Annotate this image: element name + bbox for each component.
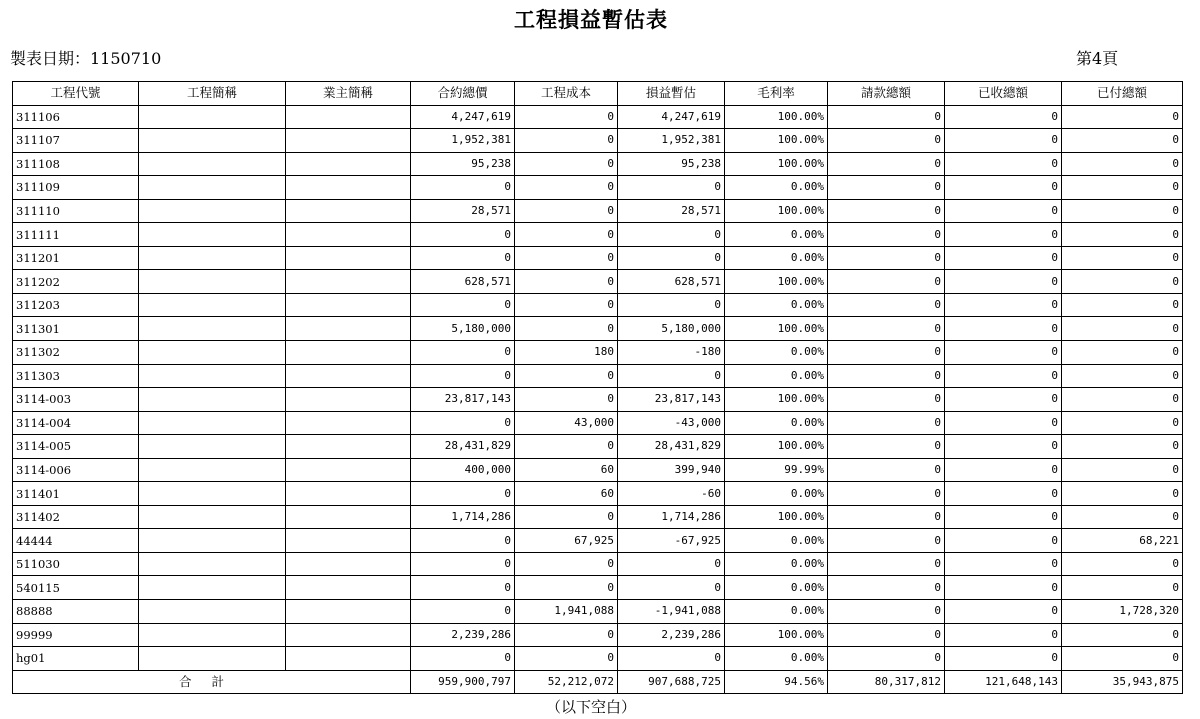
project-code-cell: 44444 bbox=[13, 529, 139, 553]
total-row bbox=[13, 670, 1183, 694]
contract-total-cell: 0 bbox=[411, 223, 515, 247]
owner-name-cell bbox=[286, 505, 411, 529]
paid-total-cell: 0 bbox=[1062, 293, 1183, 317]
project-name-cell bbox=[139, 105, 286, 129]
table-row bbox=[13, 270, 1183, 294]
project-code-cell: 3114-005 bbox=[13, 435, 139, 459]
gross-margin-cell: 100.00% bbox=[725, 388, 828, 412]
table-row bbox=[13, 623, 1183, 647]
project-name-cell bbox=[139, 341, 286, 365]
received-total-cell: 0 bbox=[945, 364, 1062, 388]
received-total-cell: 0 bbox=[945, 411, 1062, 435]
end-of-report-note: （以下空白） bbox=[545, 698, 636, 716]
owner-name-cell bbox=[286, 623, 411, 647]
billed-total-cell: 0 bbox=[828, 199, 945, 223]
project-name-cell bbox=[139, 623, 286, 647]
contract-total-cell: 0 bbox=[411, 552, 515, 576]
table-row bbox=[13, 576, 1183, 600]
billed-total-cell: 0 bbox=[828, 105, 945, 129]
owner-name-cell bbox=[286, 529, 411, 553]
owner-name-cell bbox=[286, 552, 411, 576]
report-date: 製表日期：1150710 bbox=[10, 49, 162, 68]
gross-margin-cell: 100.00% bbox=[725, 270, 828, 294]
billed-total-cell: 0 bbox=[828, 647, 945, 671]
owner-name-cell bbox=[286, 341, 411, 365]
received-total-cell: 0 bbox=[945, 246, 1062, 270]
report-title: 工程損益暫估表 bbox=[514, 7, 668, 32]
table-row bbox=[13, 199, 1183, 223]
table-row bbox=[13, 647, 1183, 671]
paid-total-cell: 0 bbox=[1062, 199, 1183, 223]
profit-estimate-cell: 28,571 bbox=[618, 199, 725, 223]
paid-total-cell: 0 bbox=[1062, 223, 1183, 247]
project-cost-cell: 0 bbox=[515, 293, 618, 317]
total-paid: 35,943,875 bbox=[1062, 670, 1183, 694]
billed-total-cell: 0 bbox=[828, 176, 945, 200]
gross-margin-cell: 0.00% bbox=[725, 176, 828, 200]
profit-estimate-cell: 0 bbox=[618, 293, 725, 317]
contract-total-cell: 0 bbox=[411, 176, 515, 200]
contract-total-cell: 0 bbox=[411, 482, 515, 506]
profit-estimate-cell: 28,431,829 bbox=[618, 435, 725, 459]
project-name-cell bbox=[139, 317, 286, 341]
table-header-row bbox=[13, 82, 1183, 106]
project-name-cell bbox=[139, 435, 286, 459]
project-name-cell bbox=[139, 458, 286, 482]
project-cost-cell: 67,925 bbox=[515, 529, 618, 553]
billed-total-cell: 0 bbox=[828, 411, 945, 435]
paid-total-cell: 0 bbox=[1062, 176, 1183, 200]
gross-margin-cell: 0.00% bbox=[725, 293, 828, 317]
paid-total-cell: 0 bbox=[1062, 482, 1183, 506]
table-row bbox=[13, 223, 1183, 247]
profit-estimate-cell: 0 bbox=[618, 364, 725, 388]
gross-margin-cell: 0.00% bbox=[725, 600, 828, 624]
project-code-cell: 99999 bbox=[13, 623, 139, 647]
project-cost-cell: 0 bbox=[515, 176, 618, 200]
owner-name-cell bbox=[286, 223, 411, 247]
received-total-cell: 0 bbox=[945, 435, 1062, 459]
project-cost-cell: 0 bbox=[515, 317, 618, 341]
header-project-cost: 工程成本 bbox=[515, 82, 618, 106]
header-profit-estimate: 損益暫估 bbox=[618, 82, 725, 106]
table-row bbox=[13, 388, 1183, 412]
paid-total-cell: 0 bbox=[1062, 411, 1183, 435]
contract-total-cell: 28,571 bbox=[411, 199, 515, 223]
contract-total-cell: 0 bbox=[411, 341, 515, 365]
gross-margin-cell: 100.00% bbox=[725, 317, 828, 341]
billed-total-cell: 0 bbox=[828, 458, 945, 482]
project-cost-cell: 0 bbox=[515, 388, 618, 412]
project-name-cell bbox=[139, 199, 286, 223]
profit-estimate-cell: 0 bbox=[618, 552, 725, 576]
project-cost-cell: 43,000 bbox=[515, 411, 618, 435]
table-row bbox=[13, 600, 1183, 624]
total-profit: 907,688,725 bbox=[618, 670, 725, 694]
project-code-cell: 311110 bbox=[13, 199, 139, 223]
received-total-cell: 0 bbox=[945, 129, 1062, 153]
paid-total-cell: 0 bbox=[1062, 341, 1183, 365]
contract-total-cell: 0 bbox=[411, 411, 515, 435]
gross-margin-cell: 0.00% bbox=[725, 482, 828, 506]
project-code-cell: 311202 bbox=[13, 270, 139, 294]
page-number: 第4頁 bbox=[1076, 49, 1119, 68]
project-name-cell bbox=[139, 364, 286, 388]
billed-total-cell: 0 bbox=[828, 223, 945, 247]
project-cost-cell: 1,941,088 bbox=[515, 600, 618, 624]
paid-total-cell: 0 bbox=[1062, 270, 1183, 294]
contract-total-cell: 1,714,286 bbox=[411, 505, 515, 529]
billed-total-cell: 0 bbox=[828, 435, 945, 459]
received-total-cell: 0 bbox=[945, 270, 1062, 294]
project-code-cell: 311107 bbox=[13, 129, 139, 153]
billed-total-cell: 0 bbox=[828, 364, 945, 388]
billed-total-cell: 0 bbox=[828, 317, 945, 341]
received-total-cell: 0 bbox=[945, 199, 1062, 223]
gross-margin-cell: 100.00% bbox=[725, 505, 828, 529]
project-code-cell: 311402 bbox=[13, 505, 139, 529]
project-name-cell bbox=[139, 576, 286, 600]
contract-total-cell: 4,247,619 bbox=[411, 105, 515, 129]
project-name-cell bbox=[139, 411, 286, 435]
profit-estimate-cell: -43,000 bbox=[618, 411, 725, 435]
received-total-cell: 0 bbox=[945, 529, 1062, 553]
billed-total-cell: 0 bbox=[828, 482, 945, 506]
project-name-cell bbox=[139, 223, 286, 247]
gross-margin-cell: 0.00% bbox=[725, 246, 828, 270]
received-total-cell: 0 bbox=[945, 482, 1062, 506]
project-code-cell: 311302 bbox=[13, 341, 139, 365]
paid-total-cell: 0 bbox=[1062, 317, 1183, 341]
total-cost: 52,212,072 bbox=[515, 670, 618, 694]
table-row bbox=[13, 152, 1183, 176]
owner-name-cell bbox=[286, 270, 411, 294]
received-total-cell: 0 bbox=[945, 223, 1062, 247]
gross-margin-cell: 100.00% bbox=[725, 623, 828, 647]
header-project-name: 工程簡稱 bbox=[139, 82, 286, 106]
project-code-cell: 311201 bbox=[13, 246, 139, 270]
contract-total-cell: 95,238 bbox=[411, 152, 515, 176]
billed-total-cell: 0 bbox=[828, 129, 945, 153]
contract-total-cell: 1,952,381 bbox=[411, 129, 515, 153]
received-total-cell: 0 bbox=[945, 152, 1062, 176]
total-received: 121,648,143 bbox=[945, 670, 1062, 694]
owner-name-cell bbox=[286, 435, 411, 459]
profit-estimate-cell: 23,817,143 bbox=[618, 388, 725, 412]
gross-margin-cell: 0.00% bbox=[725, 364, 828, 388]
contract-total-cell: 0 bbox=[411, 600, 515, 624]
paid-total-cell: 1,728,320 bbox=[1062, 600, 1183, 624]
table-row bbox=[13, 482, 1183, 506]
paid-total-cell: 0 bbox=[1062, 458, 1183, 482]
profit-estimate-cell: 4,247,619 bbox=[618, 105, 725, 129]
received-total-cell: 0 bbox=[945, 623, 1062, 647]
paid-total-cell: 0 bbox=[1062, 576, 1183, 600]
gross-margin-cell: 99.99% bbox=[725, 458, 828, 482]
project-cost-cell: 0 bbox=[515, 576, 618, 600]
billed-total-cell: 0 bbox=[828, 600, 945, 624]
billed-total-cell: 0 bbox=[828, 552, 945, 576]
project-name-cell bbox=[139, 388, 286, 412]
table-row bbox=[13, 293, 1183, 317]
project-code-cell: 3114-004 bbox=[13, 411, 139, 435]
table-row bbox=[13, 458, 1183, 482]
project-name-cell bbox=[139, 270, 286, 294]
project-code-cell: hg01 bbox=[13, 647, 139, 671]
table-row bbox=[13, 411, 1183, 435]
gross-margin-cell: 0.00% bbox=[725, 552, 828, 576]
gross-margin-cell: 0.00% bbox=[725, 576, 828, 600]
owner-name-cell bbox=[286, 647, 411, 671]
project-name-cell bbox=[139, 152, 286, 176]
paid-total-cell: 0 bbox=[1062, 505, 1183, 529]
header-owner-name: 業主簡稱 bbox=[286, 82, 411, 106]
contract-total-cell: 0 bbox=[411, 246, 515, 270]
table-row bbox=[13, 129, 1183, 153]
table-row bbox=[13, 435, 1183, 459]
owner-name-cell bbox=[286, 293, 411, 317]
profit-estimate-cell: -1,941,088 bbox=[618, 600, 725, 624]
project-code-cell: 511030 bbox=[13, 552, 139, 576]
profit-estimate-cell: 0 bbox=[618, 647, 725, 671]
billed-total-cell: 0 bbox=[828, 505, 945, 529]
project-code-cell: 311109 bbox=[13, 176, 139, 200]
table-row bbox=[13, 246, 1183, 270]
project-code-cell: 311106 bbox=[13, 105, 139, 129]
owner-name-cell bbox=[286, 176, 411, 200]
project-name-cell bbox=[139, 552, 286, 576]
project-cost-cell: 0 bbox=[515, 364, 618, 388]
table-row bbox=[13, 341, 1183, 365]
profit-estimate-cell: 5,180,000 bbox=[618, 317, 725, 341]
gross-margin-cell: 100.00% bbox=[725, 435, 828, 459]
table-row bbox=[13, 364, 1183, 388]
gross-margin-cell: 0.00% bbox=[725, 647, 828, 671]
owner-name-cell bbox=[286, 317, 411, 341]
project-cost-cell: 0 bbox=[515, 152, 618, 176]
project-cost-cell: 0 bbox=[515, 199, 618, 223]
header-paid-total: 已付總額 bbox=[1062, 82, 1183, 106]
received-total-cell: 0 bbox=[945, 293, 1062, 317]
project-cost-cell: 0 bbox=[515, 435, 618, 459]
table-row bbox=[13, 505, 1183, 529]
project-cost-cell: 0 bbox=[515, 270, 618, 294]
paid-total-cell: 0 bbox=[1062, 105, 1183, 129]
billed-total-cell: 0 bbox=[828, 293, 945, 317]
header-received-total: 已收總額 bbox=[945, 82, 1062, 106]
paid-total-cell: 68,221 bbox=[1062, 529, 1183, 553]
table-row bbox=[13, 552, 1183, 576]
project-cost-cell: 60 bbox=[515, 458, 618, 482]
project-code-cell: 311111 bbox=[13, 223, 139, 247]
project-cost-cell: 0 bbox=[515, 246, 618, 270]
gross-margin-cell: 100.00% bbox=[725, 199, 828, 223]
total-billed: 80,317,812 bbox=[828, 670, 945, 694]
table-row bbox=[13, 529, 1183, 553]
billed-total-cell: 0 bbox=[828, 270, 945, 294]
profit-estimate-cell: 0 bbox=[618, 176, 725, 200]
project-cost-cell: 60 bbox=[515, 482, 618, 506]
contract-total-cell: 0 bbox=[411, 293, 515, 317]
project-cost-cell: 0 bbox=[515, 552, 618, 576]
billed-total-cell: 0 bbox=[828, 246, 945, 270]
contract-total-cell: 628,571 bbox=[411, 270, 515, 294]
project-code-cell: 3114-006 bbox=[13, 458, 139, 482]
project-code-cell: 311108 bbox=[13, 152, 139, 176]
received-total-cell: 0 bbox=[945, 600, 1062, 624]
received-total-cell: 0 bbox=[945, 458, 1062, 482]
billed-total-cell: 0 bbox=[828, 529, 945, 553]
project-name-cell bbox=[139, 505, 286, 529]
contract-total-cell: 28,431,829 bbox=[411, 435, 515, 459]
profit-estimate-cell: 0 bbox=[618, 223, 725, 247]
received-total-cell: 0 bbox=[945, 176, 1062, 200]
project-code-cell: 311401 bbox=[13, 482, 139, 506]
project-name-cell bbox=[139, 176, 286, 200]
profit-estimate-cell: 399,940 bbox=[618, 458, 725, 482]
paid-total-cell: 0 bbox=[1062, 364, 1183, 388]
profit-estimate-cell: -60 bbox=[618, 482, 725, 506]
contract-total-cell: 5,180,000 bbox=[411, 317, 515, 341]
project-code-cell: 311303 bbox=[13, 364, 139, 388]
owner-name-cell bbox=[286, 364, 411, 388]
billed-total-cell: 0 bbox=[828, 623, 945, 647]
billed-total-cell: 0 bbox=[828, 341, 945, 365]
project-name-cell bbox=[139, 293, 286, 317]
profit-estimate-cell: 0 bbox=[618, 576, 725, 600]
billed-total-cell: 0 bbox=[828, 576, 945, 600]
project-name-cell bbox=[139, 647, 286, 671]
received-total-cell: 0 bbox=[945, 576, 1062, 600]
table-row bbox=[13, 176, 1183, 200]
paid-total-cell: 0 bbox=[1062, 129, 1183, 153]
profit-estimate-cell: 2,239,286 bbox=[618, 623, 725, 647]
project-cost-cell: 0 bbox=[515, 647, 618, 671]
gross-margin-cell: 0.00% bbox=[725, 341, 828, 365]
gross-margin-cell: 0.00% bbox=[725, 223, 828, 247]
billed-total-cell: 0 bbox=[828, 152, 945, 176]
paid-total-cell: 0 bbox=[1062, 246, 1183, 270]
gross-margin-cell: 0.00% bbox=[725, 411, 828, 435]
profit-estimate-cell: -180 bbox=[618, 341, 725, 365]
paid-total-cell: 0 bbox=[1062, 647, 1183, 671]
profit-estimate-cell: 95,238 bbox=[618, 152, 725, 176]
owner-name-cell bbox=[286, 600, 411, 624]
paid-total-cell: 0 bbox=[1062, 623, 1183, 647]
profit-estimate-cell: 0 bbox=[618, 246, 725, 270]
owner-name-cell bbox=[286, 576, 411, 600]
profit-estimate-cell: 628,571 bbox=[618, 270, 725, 294]
received-total-cell: 0 bbox=[945, 647, 1062, 671]
project-code-cell: 3114-003 bbox=[13, 388, 139, 412]
project-name-cell bbox=[139, 246, 286, 270]
profit-loss-table bbox=[12, 81, 1183, 694]
header-gross-margin: 毛利率 bbox=[725, 82, 828, 106]
profit-estimate-cell: 1,952,381 bbox=[618, 129, 725, 153]
gross-margin-cell: 100.00% bbox=[725, 152, 828, 176]
project-cost-cell: 0 bbox=[515, 623, 618, 647]
table-row bbox=[13, 105, 1183, 129]
total-label: 合計 bbox=[13, 670, 411, 694]
contract-total-cell: 0 bbox=[411, 647, 515, 671]
project-cost-cell: 0 bbox=[515, 105, 618, 129]
project-cost-cell: 180 bbox=[515, 341, 618, 365]
received-total-cell: 0 bbox=[945, 388, 1062, 412]
project-code-cell: 88888 bbox=[13, 600, 139, 624]
gross-margin-cell: 100.00% bbox=[725, 129, 828, 153]
gross-margin-cell: 0.00% bbox=[725, 529, 828, 553]
project-code-cell: 540115 bbox=[13, 576, 139, 600]
owner-name-cell bbox=[286, 199, 411, 223]
project-name-cell bbox=[139, 129, 286, 153]
owner-name-cell bbox=[286, 152, 411, 176]
owner-name-cell bbox=[286, 129, 411, 153]
owner-name-cell bbox=[286, 105, 411, 129]
paid-total-cell: 0 bbox=[1062, 552, 1183, 576]
paid-total-cell: 0 bbox=[1062, 435, 1183, 459]
received-total-cell: 0 bbox=[945, 552, 1062, 576]
contract-total-cell: 23,817,143 bbox=[411, 388, 515, 412]
contract-total-cell: 400,000 bbox=[411, 458, 515, 482]
paid-total-cell: 0 bbox=[1062, 388, 1183, 412]
total-contract: 959,900,797 bbox=[411, 670, 515, 694]
owner-name-cell bbox=[286, 411, 411, 435]
header-contract-total: 合約總價 bbox=[411, 82, 515, 106]
profit-estimate-cell: -67,925 bbox=[618, 529, 725, 553]
project-cost-cell: 0 bbox=[515, 129, 618, 153]
received-total-cell: 0 bbox=[945, 341, 1062, 365]
gross-margin-cell: 100.00% bbox=[725, 105, 828, 129]
paid-total-cell: 0 bbox=[1062, 152, 1183, 176]
table-row bbox=[13, 317, 1183, 341]
contract-total-cell: 0 bbox=[411, 529, 515, 553]
contract-total-cell: 2,239,286 bbox=[411, 623, 515, 647]
total-margin: 94.56% bbox=[725, 670, 828, 694]
contract-total-cell: 0 bbox=[411, 364, 515, 388]
project-name-cell bbox=[139, 600, 286, 624]
billed-total-cell: 0 bbox=[828, 388, 945, 412]
profit-estimate-cell: 1,714,286 bbox=[618, 505, 725, 529]
contract-total-cell: 0 bbox=[411, 576, 515, 600]
project-cost-cell: 0 bbox=[515, 505, 618, 529]
project-name-cell bbox=[139, 482, 286, 506]
received-total-cell: 0 bbox=[945, 317, 1062, 341]
owner-name-cell bbox=[286, 482, 411, 506]
owner-name-cell bbox=[286, 388, 411, 412]
header-billed-total: 請款總額 bbox=[828, 82, 945, 106]
project-cost-cell: 0 bbox=[515, 223, 618, 247]
received-total-cell: 0 bbox=[945, 505, 1062, 529]
project-name-cell bbox=[139, 529, 286, 553]
project-code-cell: 311203 bbox=[13, 293, 139, 317]
owner-name-cell bbox=[286, 458, 411, 482]
project-code-cell: 311301 bbox=[13, 317, 139, 341]
received-total-cell: 0 bbox=[945, 105, 1062, 129]
header-project-code: 工程代號 bbox=[13, 82, 139, 106]
owner-name-cell bbox=[286, 246, 411, 270]
